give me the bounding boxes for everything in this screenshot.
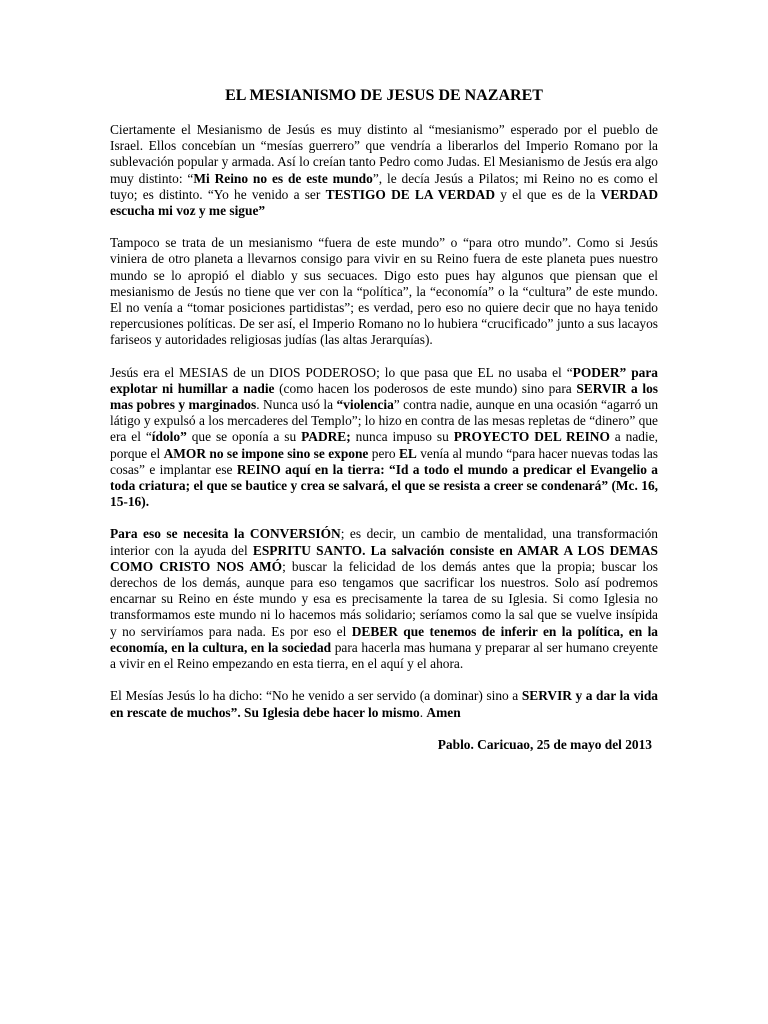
document-page [110,86,658,753]
bold-run: AMOR no se impone sino se expone [163,445,369,461]
paragraph-5 [110,688,658,720]
bold-run: ídolo” [151,429,187,445]
paragraph-4 [110,526,658,672]
document-title: EL MESIANISMO DE JESUS DE NAZARET [225,87,543,104]
bold-run: TESTIGO DE LA VERDAD [325,186,496,202]
text-run: que se oponía a su [186,429,302,445]
text-run: venía al mundo “para hacer nuevas todas las cosas” e implantar ese [110,445,659,477]
text-run: nunca impuso su [350,429,454,445]
paragraph-2 [110,235,658,348]
bold-run: Mi Reino no es de este mundo [193,170,373,186]
text-run: (como hacen los poderosos de este mundo) sino para [274,380,577,396]
bold-run: VERDAD escucha mi voz y me sigue” [110,186,658,219]
text-run: y el que es de la [495,186,601,202]
bold-run: SERVIR y a dar la vida en rescate de muchos”. Su Iglesia debe hacer lo mismo [110,688,658,720]
bold-run: REINO aquí en la tierra: “Id a todo el mundo a predicar el Evangelio a toda criatura; el que se bautice y crea se salvará, el que se resista a creer se condenará” (Mc. 16, 15-16). [110,461,658,510]
text-run: Tampoco se trata de un mesianismo “fuera de este mundo” o “para otro mundo”. Como si Jesús viniera de otro planeta a llevarnos consigo para vivir en su Reino fuera de este planeta pues nuestro mundo se lo apropió el diablo y sus secuaces. Digo esto pues hay algunos que piensan que el mesianismo de Jesús no tiene que ver con la “política”, la “economía” o la “cultura” de este mundo. El no venía a “tomar posiciones partidistas”; es verdad, pero eso no quiere decir que no haya tenido repercusiones políticas. De ser así, el Imperio Romano no lo hubiera “crucificado” junto a sus lacayos fariseos y autoridades religiosas judías (las altas Jerarquías). [110,235,658,348]
text-run: Ciertamente el Mesianismo de Jesús es muy distinto al “mesianismo” esperado por el pueblo de Israel. Ellos concebían un “mesías guerrero” que vendría a liberarlos del Imperio Romano por la sublevación popular y armada. Así lo creían tanto Pedro como Judas. El Mesianismo de Jesús era algo muy distinto: “ [110,122,658,186]
text-run: Jesús era el MESIAS de un DIOS PODEROSO; lo que pasa que EL no usaba el “ [110,364,573,380]
bold-run: “violencia [336,397,394,413]
text-run: . Nunca usó la [256,397,337,413]
text-run: pero [368,445,399,461]
text-run: para hacerla mas humana y preparar al ser humano creyente a vivir en el Reino empezando en esta tierra, en el aquí y el ahora. [110,639,658,672]
bold-run: Amen [426,704,461,720]
text-run: ”, le decía Jesús a Pilatos; mi Reino no es como el tuyo; es distinto. “Yo he venido a ser [110,170,658,202]
bold-run: PODER” para explotar ni humillar a nadie [110,364,658,396]
signature-line: Pablo. Caricuao, 25 de mayo del 2013 [437,736,652,752]
text-run: ; buscar la felicidad de los demás antes que la propia; buscar los derechos de los demás, aunque para eso tengamos que sacrificar los nuestros. Solo así podremos encarnar su Reino en éste mundo y esa es precisamente la tarea de su Iglesia. Si como Iglesia no transformamos este mundo ni lo hacemos más solidario; seríamos como la sal que se vuelve insípida y no serviríamos para nada. Es por eso el [110,558,658,639]
bold-run: PADRE; [301,429,351,445]
text-run: El Mesías Jesús lo ha dicho: “No he venido a ser servido (a dominar) sino a [110,688,522,704]
bold-run: ESPRITU SANTO. La salvación consiste en AMAR A LOS DEMAS COMO CRISTO NOS AMÓ [110,542,658,574]
paragraph-3 [110,365,658,511]
text-run: . [419,704,427,720]
bold-run: DEBER que tenemos de inferir en la política, en la economía, en la cultura, en la sociedad [110,623,658,655]
bold-run: EL [398,445,417,461]
bold-run: SERVIR a los mas pobres y marginados [110,380,658,413]
text-run: ; es decir, un cambio de mentalidad, una transformación interior con la ayuda del [110,526,658,558]
bold-run: Para eso se necesita la CONVERSIÓN [110,526,341,542]
text-run: ” contra nadie, aunque en una ocasión “agarró un látigo y expulsó a los mercaderes del Templo”; lo hizo en contra de las mesas repletas de “dinero” que era el “ [110,397,659,445]
paragraph-1 [110,122,658,219]
bold-run: PROYECTO DEL REINO [453,429,610,445]
text-run: a nadie, porque el [110,429,659,461]
